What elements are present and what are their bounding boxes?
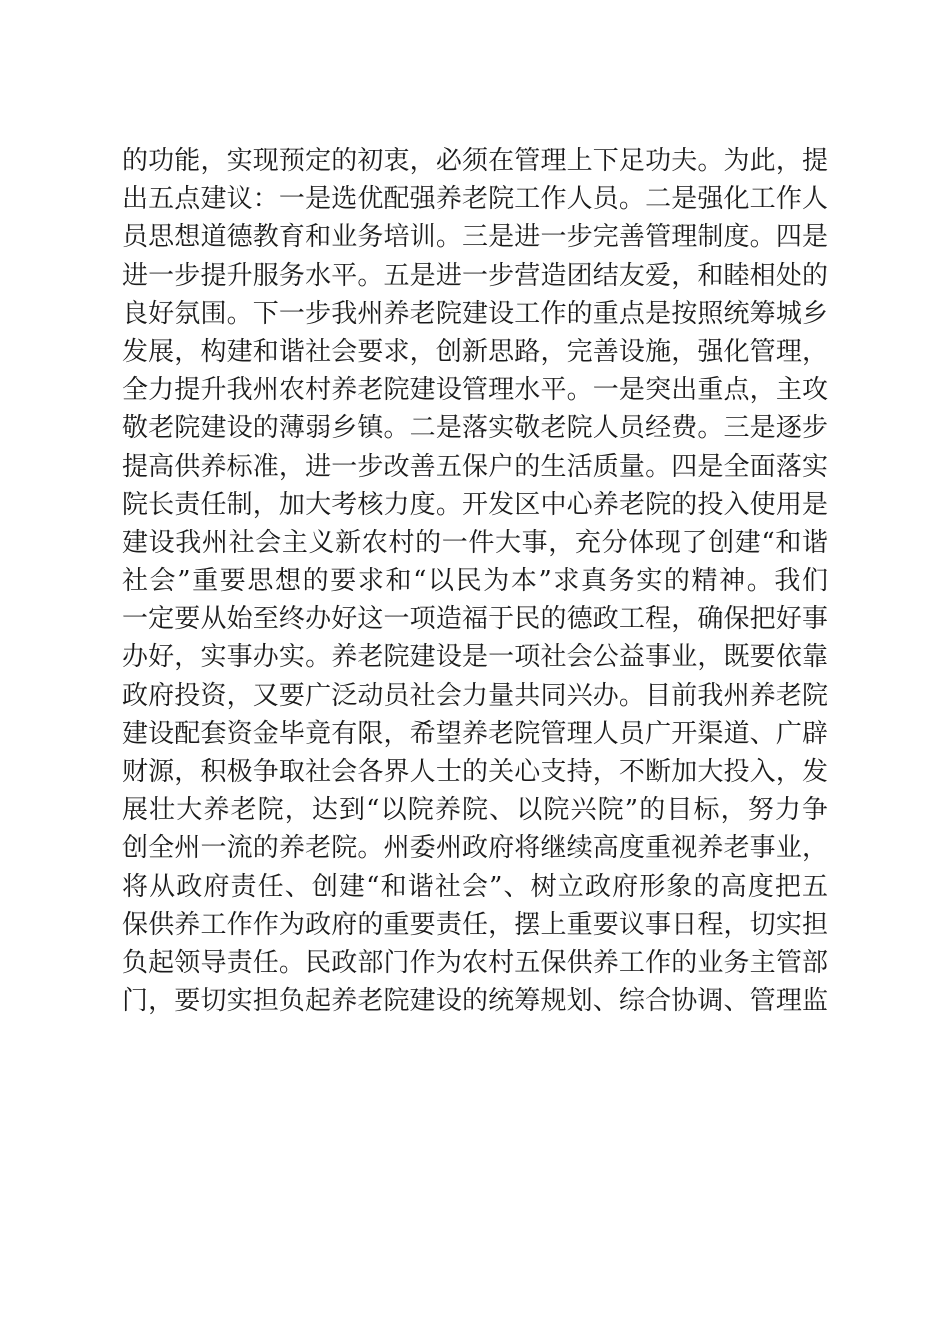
text-line: 创全州一流的养老院。州委州政府将继续高度重视养老事业， bbox=[122, 833, 828, 864]
text-line: 出五点建议：一是选优配强养老院工作人员。二是强化工作人 bbox=[122, 184, 828, 215]
text-line: 负起领导责任。民政部门作为农村五保供养工作的业务主管部 bbox=[122, 947, 828, 978]
text-line: 提高供养标准，进一步改善五保户的生活质量。四是全面落实 bbox=[122, 451, 828, 482]
text-line: 保供养工作作为政府的重要责任，摆上重要议事日程，切实担 bbox=[122, 909, 828, 940]
text-line: 敬老院建设的薄弱乡镇。二是落实敬老院人员经费。三是逐步 bbox=[122, 413, 828, 444]
text-line: 展壮大养老院，达到“以院养院、以院兴院”的目标，努力争 bbox=[122, 795, 828, 826]
text-line: 员思想道德教育和业务培训。三是进一步完善管理制度。四是 bbox=[122, 222, 828, 253]
text-line: 社会”重要思想的要求和“以民为本”求真务实的精神。我们 bbox=[122, 566, 828, 597]
text-line: 的功能，实现预定的初衷，必须在管理上下足功夫。为此，提 bbox=[122, 146, 828, 176]
text-line: 建设配套资金毕竟有限，希望养老院管理人员广开渠道、广辟 bbox=[122, 718, 828, 749]
text-line: 建设我州社会主义新农村的一件大事，充分体现了创建“和谐 bbox=[122, 527, 828, 558]
text-line: 良好氛围。下一步我州养老院建设工作的重点是按照统筹城乡 bbox=[122, 298, 828, 329]
text-line: 全力提升我州农村养老院建设管理水平。一是突出重点，主攻 bbox=[122, 375, 828, 406]
text-line: 政府投资，又要广泛动员社会力量共同兴办。目前我州养老院 bbox=[122, 680, 828, 711]
text-line: 院长责任制，加大考核力度。开发区中心养老院的投入使用是 bbox=[122, 489, 828, 520]
text-line: 门，要切实担负起养老院建设的统筹规划、综合协调、管理监 bbox=[122, 986, 828, 1017]
text-line: 将从政府责任、创建“和谐社会”、树立政府形象的高度把五 bbox=[122, 871, 828, 902]
text-line: 发展，构建和谐社会要求，创新思路，完善设施，强化管理， bbox=[122, 336, 828, 367]
text-line: 办好，实事办实。养老院建设是一项社会公益事业，既要依靠 bbox=[122, 642, 828, 673]
text-line: 财源，积极争取社会各界人士的关心支持，不断加大投入，发 bbox=[122, 757, 828, 787]
text-line: 进一步提升服务水平。五是进一步营造团结友爱，和睦相处的 bbox=[122, 260, 828, 291]
text-line: 一定要从始至终办好这一项造福于民的德政工程，确保把好事 bbox=[122, 604, 828, 635]
body-text bbox=[122, 142, 828, 1020]
